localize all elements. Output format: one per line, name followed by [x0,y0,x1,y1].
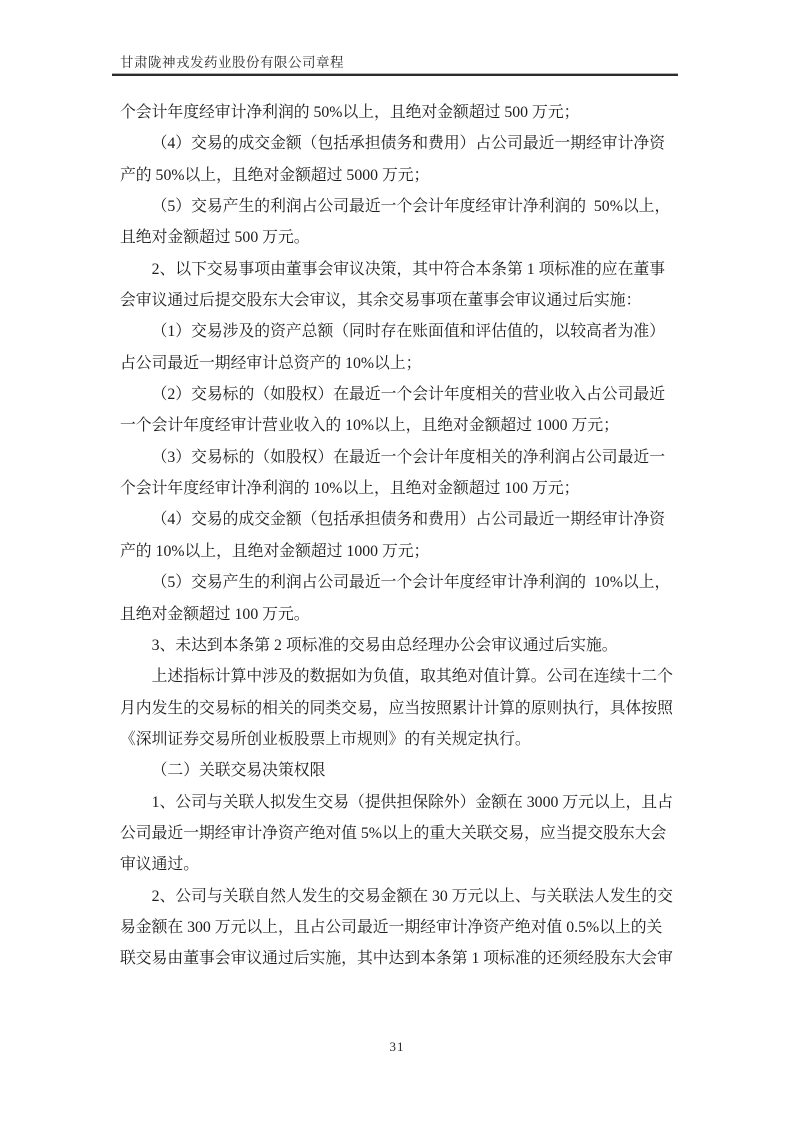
header-rule [112,73,678,76]
text-line: 上述指标计算中涉及的数据如为负值，取其绝对值计算。公司在连续十二个 [151,668,673,686]
text-line: 个会计年度经审计净利润的 10%以上，且绝对金额超过 100 万元； [120,480,580,498]
text-line: （二）关联交易决策权限 [151,762,326,780]
text-line: （5）交易产生的利润占公司最近一个会计年度经审计净利润的 10%以上， [151,574,671,592]
text-line: 产的 50%以上，且绝对金额超过 5000 万元； [120,166,430,184]
text-line: 一个会计年度经审计营业收入的 10%以上，且绝对金额超过 1000 万元； [120,417,619,435]
text-line: （3）交易标的（如股权）在最近一个会计年度相关的净利润占公司最近一 [151,448,665,466]
text-line: 3、未达到本条第 2 项标准的交易由总经理办公会审议通过后实施。 [151,636,618,654]
text-line: 1、公司与关联人拟发生交易（提供担保除外）金额在 3000 万元以上，且占 [151,793,673,811]
text-line: 且绝对金额超过 100 万元。 [120,605,310,623]
header-title: 甘肃陇神戎发药业股份有限公司章程 [120,55,344,70]
text-line: 2、公司与关联自然人发生的交易金额在 30 万元以上、与关联法人发生的交 [151,887,673,905]
text-line: （4）交易的成交金额（包括承担债务和费用）占公司最近一期经审计净资 [151,511,665,529]
text-line: 占公司最近一期经审计总资产的 10%以上； [120,354,422,372]
text-line: （2）交易标的（如股权）在最近一个会计年度相关的营业收入占公司最近 [151,386,665,404]
text-line: 月内发生的交易标的相关的同类交易，应当按照累计计算的原则执行，具体按照 [120,699,673,717]
text-line: （5）交易产生的利润占公司最近一个会计年度经审计净利润的 50%以上， [151,198,671,216]
page-number: 31 [389,1039,405,1054]
text-line: 产的 10%以上，且绝对金额超过 1000 万元； [120,542,430,560]
text-line: （4）交易的成交金额（包括承担债务和费用）占公司最近一期经审计净资 [151,135,665,153]
text-line: 且绝对金额超过 500 万元。 [120,229,310,247]
text-line: 联交易由董事会审议通过后实施，其中达到本条第 1 项标准的还须经股东大会审 [120,950,673,968]
text-line: 审议通过。 [120,856,199,874]
document-body [120,97,686,975]
text-line: 《深圳证券交易所创业板股票上市规则》的有关规定执行。 [120,730,531,748]
text-line: 会审议通过后提交股东大会审议，其余交易事项在董事会审议通过后实施： [120,292,642,310]
page-header [112,54,678,76]
text-line: （1）交易涉及的资产总额（同时存在账面值和评估值的，以较高者为准） [151,323,665,341]
text-line: 2、以下交易事项由董事会审议决策，其中符合本条第 1 项标准的应在董事 [151,260,665,278]
text-line: 个会计年度经审计净利润的 50%以上，且绝对金额超过 500 万元； [120,104,580,121]
text-line: 公司最近一期经审计净资产绝对值 5%以上的重大关联交易，应当提交股东大会 [120,824,667,842]
page-footer [0,1038,794,1056]
text-line: 易金额在 300 万元以上，且占公司最近一期经审计净资产绝对值 0.5%以上的关 [120,918,663,936]
